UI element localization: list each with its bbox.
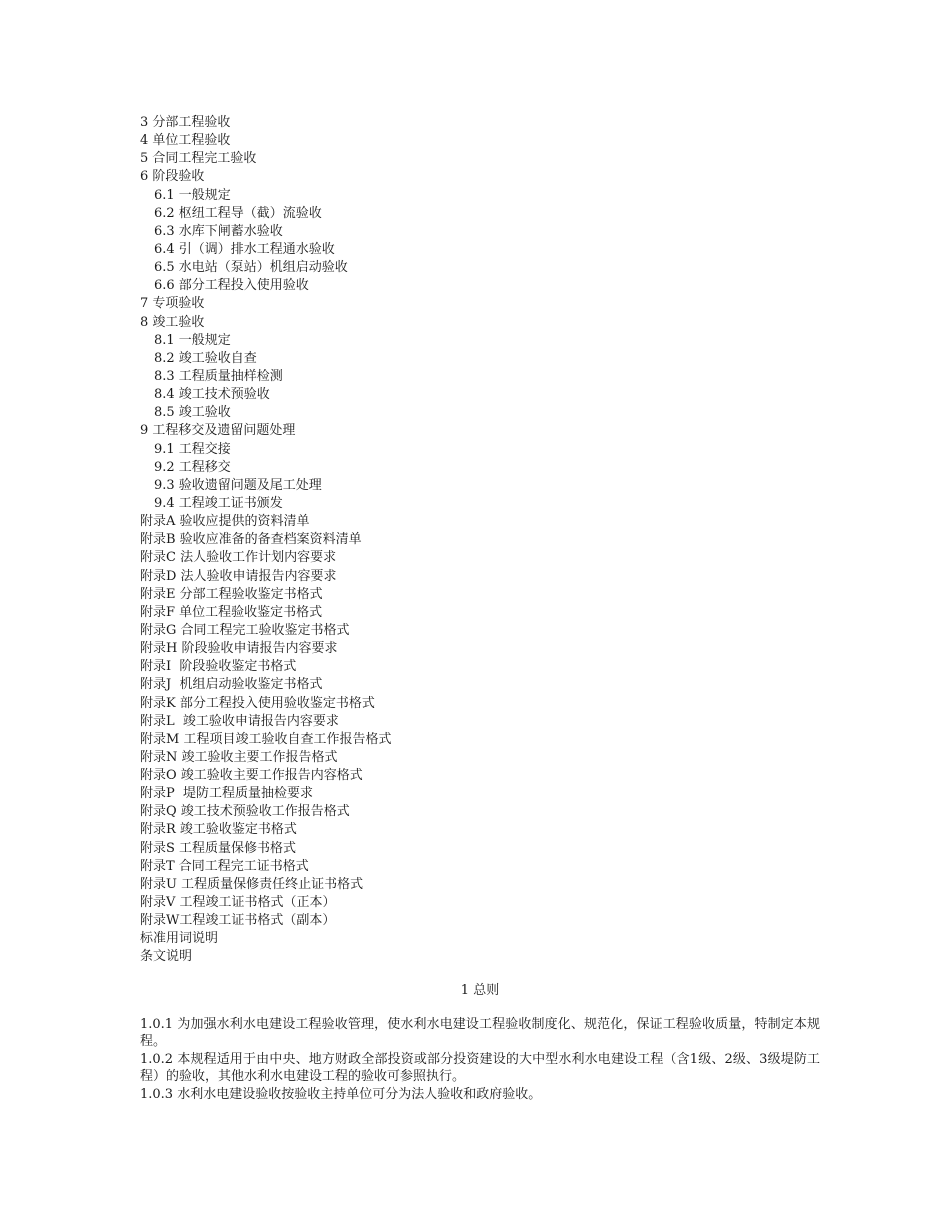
toc-entry: 6.4 引（调）排水工程通水验收 <box>154 241 335 257</box>
toc-entry: 3 分部工程验收 <box>140 115 231 130</box>
toc-entry: 9.3 验收遗留问题及尾工处理 <box>154 477 322 493</box>
toc-entry: 6.6 部分工程投入使用验收 <box>154 278 309 294</box>
toc-entry: 附录A 验收应提供的资料清单 <box>140 514 310 530</box>
toc-entry: 6.3 水库下闸蓄水验收 <box>154 223 283 239</box>
toc-entry: 附录L 竣工验收申请报告内容要求 <box>140 713 339 729</box>
toc-entry: 8.5 竣工验收 <box>154 405 231 421</box>
toc-entry: 附录G 合同工程完工验收鉴定书格式 <box>140 622 350 638</box>
toc-entry: 附录E 分部工程验收鉴定书格式 <box>140 586 323 602</box>
toc-entry: 8.2 竣工验收自查 <box>154 350 257 366</box>
toc-entry: 附录P 堤防工程质量抽检要求 <box>140 786 314 802</box>
toc-entry: 8.1 一般规定 <box>154 332 231 348</box>
toc-entry: 6.1 一般规定 <box>154 187 231 203</box>
document-page <box>140 114 820 1103</box>
toc-entry: 8 竣工验收 <box>140 314 205 330</box>
toc-entry: 9.1 工程交接 <box>154 441 231 457</box>
toc-entry: 9.2 工程移交 <box>154 459 231 475</box>
toc-entry: 4 单位工程验收 <box>140 133 231 149</box>
toc-entry: 附录C 法人验收工作计划内容要求 <box>140 550 337 566</box>
toc-entry: 附录R 竣工验收鉴定书格式 <box>140 822 297 838</box>
toc-entry: 附录Q 竣工技术预验收工作报告格式 <box>140 804 350 820</box>
toc-entry: 附录M 工程项目竣工验收自查工作报告格式 <box>140 731 392 747</box>
toc-entry: 8.4 竣工技术预验收 <box>154 387 270 403</box>
clause-paragraph: 1.0.3 水利水电建设验收按验收主持单位可分为法人验收和政府验收。 <box>140 1086 542 1102</box>
toc-entry: 附录K 部分工程投入使用验收鉴定书格式 <box>140 695 375 711</box>
toc-entry: 条文说明 <box>140 949 193 965</box>
toc-entry: 附录W工程竣工证书格式（副本） <box>140 913 336 929</box>
toc-entry: 9.4 工程竣工证书颁发 <box>154 495 283 511</box>
clause-paragraph: 1.0.1 为加强水利水电建设工程验收管理，使水利水电建设工程验收制度化、规范化，保证工程验收质量，特制定本规程。 <box>140 1016 820 1050</box>
toc-entry: 附录D 法人验收申请报告内容要求 <box>140 568 337 584</box>
toc-entry: 9 工程移交及遗留问题处理 <box>140 423 296 439</box>
toc-entry: 6.5 水电站（泵站）机组启动验收 <box>154 260 348 276</box>
toc-entry: 标准用词说明 <box>140 931 219 947</box>
toc-entry: 附录O 竣工验收主要工作报告内容格式 <box>140 768 363 784</box>
clause-list <box>140 1016 820 1104</box>
toc-entry: 8.3 工程质量抽样检测 <box>154 368 283 384</box>
toc-entry: 附录T 合同工程完工证书格式 <box>140 858 309 874</box>
toc-entry: 5 合同工程完工验收 <box>140 151 257 167</box>
toc-entry: 附录J 机组启动验收鉴定书格式 <box>140 677 323 693</box>
toc-entry: 附录F 单位工程验收鉴定书格式 <box>140 604 323 620</box>
toc-entry: 附录H 阶段验收申请报告内容要求 <box>140 641 338 657</box>
toc-entry: 附录V 工程竣工证书格式（正本） <box>140 895 336 911</box>
toc-entry: 附录U 工程质量保修责任终止证书格式 <box>140 876 364 892</box>
toc-entry: 附录I 阶段验收鉴定书格式 <box>140 659 297 675</box>
section-heading: 1 总则 <box>460 982 500 998</box>
table-of-contents <box>140 114 820 967</box>
clause-paragraph: 1.0.2 本规程适用于由中央、地方财政全部投资或部分投资建设的大中型水利水电建设工程（含1级、2级、3级堤防工程）的验收，其他水利水电建设工程的验收可参照执行。 <box>140 1051 820 1085</box>
toc-entry: 6 阶段验收 <box>140 169 205 185</box>
toc-entry: 7 专项验收 <box>140 296 205 312</box>
toc-entry: 附录B 验收应准备的备查档案资料清单 <box>140 532 362 548</box>
toc-entry: 6.2 枢纽工程导（截）流验收 <box>154 205 322 221</box>
toc-entry: 附录S 工程质量保修书格式 <box>140 840 297 856</box>
toc-entry: 附录N 竣工验收主要工作报告格式 <box>140 749 338 765</box>
